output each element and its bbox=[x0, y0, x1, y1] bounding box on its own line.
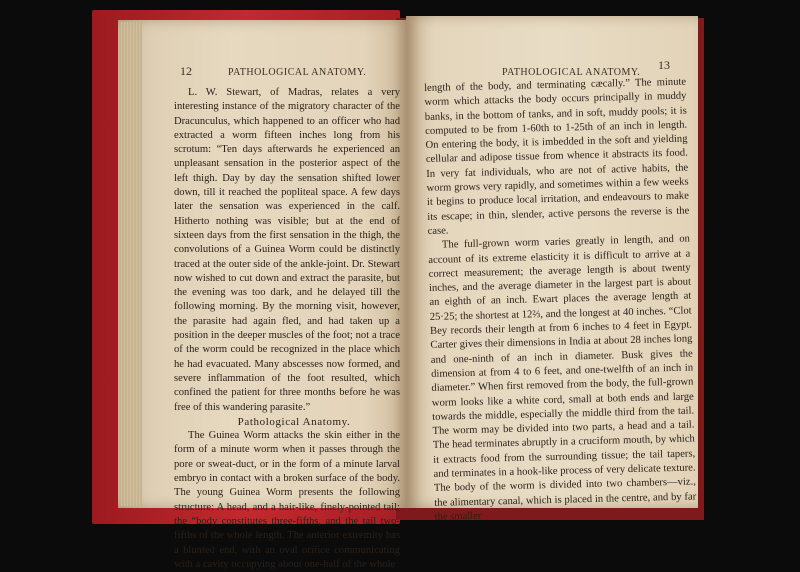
left-page bbox=[118, 20, 408, 570]
left-page-number: 12 bbox=[180, 64, 192, 78]
right-running-head: PATHOLOGICAL ANATOMY. bbox=[502, 67, 641, 78]
right-paragraph-1: length of the body, and terminating cæcally.” The minute worm which attacks the body occurs principally in muddy banks, in the bottom of tanks, and in soft, muddy pools; it is computed to be from 1-60th to 1-25th of an inch in length. On entering the body, it is imbedded in the soft and yielding cellular and adipose tissue from whence it abstracts its food. In very fat individuals, who are not of active habits, the worm grows very rapidly, and sometimes within a few weeks it begins to produce local irritation, and endeavours to make its escape; in thin, slender, active persons the reverse is the case. bbox=[424, 76, 690, 237]
right-paragraph-2: The full-grown worm varies greatly in length, and on account of its extreme elasticity it is difficult to arrive at a correct measurement; the average length is about twenty inches, and the average diameter in the largest part is about an eighth of an inch. Ewart places the average length at 25·25; the shortest at 12⅔, and the longest at 40 inches. “Clot Bey records their length at from 6 inches to 4 feet in Egypt. Carter gives their dimensions in India at about 28 inches long and one-ninth of an inch in diameter. Busk gives the dimension at from 4 to 6 feet, and one-twelfth of an inch in diameter.” When first removed from the body, the full-grown worm looks like a white cord, small at both ends and large towards the middle, especially the middle third from the tail. The worm may be divided into two parts, a head and a tail. The head terminates abruptly in a cruciform mouth, by which it extracts food from the surrounding tissue; the tail tapers, and terminates in a hook-like process of very delicate texture. The body of the worm is divided into two chambers—viz., the alimentary canal, which is placed in the centre, and by far the smaller bbox=[428, 233, 697, 523]
page-edges bbox=[120, 22, 142, 506]
right-page-number: 13 bbox=[658, 58, 670, 72]
left-text-block bbox=[174, 86, 400, 572]
right-text-block bbox=[424, 76, 697, 525]
left-running-head: PATHOLOGICAL ANATOMY. bbox=[228, 67, 367, 78]
left-paragraph-1: L. W. Stewart, of Madras, relates a very interesting instance of the migratory character of the Dracunculus, which happened to an officer who had extracted a worm fifteen inches long from his scrotum: “Ten days afterwards he experienced an unpleasant sensation in the posterior aspect of the left thigh. Day by day the sensation shifted lower down, till it reached the popliteal space. A few days later the sensation was experienced in the calf. Hitherto nothing was visible; but at the end of sixteen days from the first sensation in the thigh, the convolutions of a Guinea Worm could be distinctly traced at the outer side of the ankle-joint. Dr. Stewart now wished to cut down and extract the parasite, but the evening was too dark, and he delayed till the following morning. By the morning visit, however, the parasite had again fled, and had taken up a position in the deeper muscles of the foot; not a trace of the worm could be recognized in the place which he had evacuated. Many abscesses now formed, and severe inflammation of the foot resulted, which confined the patient for three months before he was free of this wandering parasite.” bbox=[174, 87, 400, 413]
left-paragraph-2: The Guinea Worm attacks the skin either in the form of a minute worm when it passes through the pore or sweat-duct, or in the form of a minute larval embryo in contact with a broken surface of the body. The young Guinea Worm presents the following structure: A head, and a hair-like, finely-pointed tail; the “body constitutes three-fifths, and the tail two-fifths of the whole length. The anterior extremity has a blunted end, with an oval orifice communicating with a cavity occupying about one-half of the whole bbox=[174, 430, 400, 570]
right-page bbox=[406, 16, 698, 523]
section-title: Pathological Anatomy. bbox=[237, 415, 351, 428]
